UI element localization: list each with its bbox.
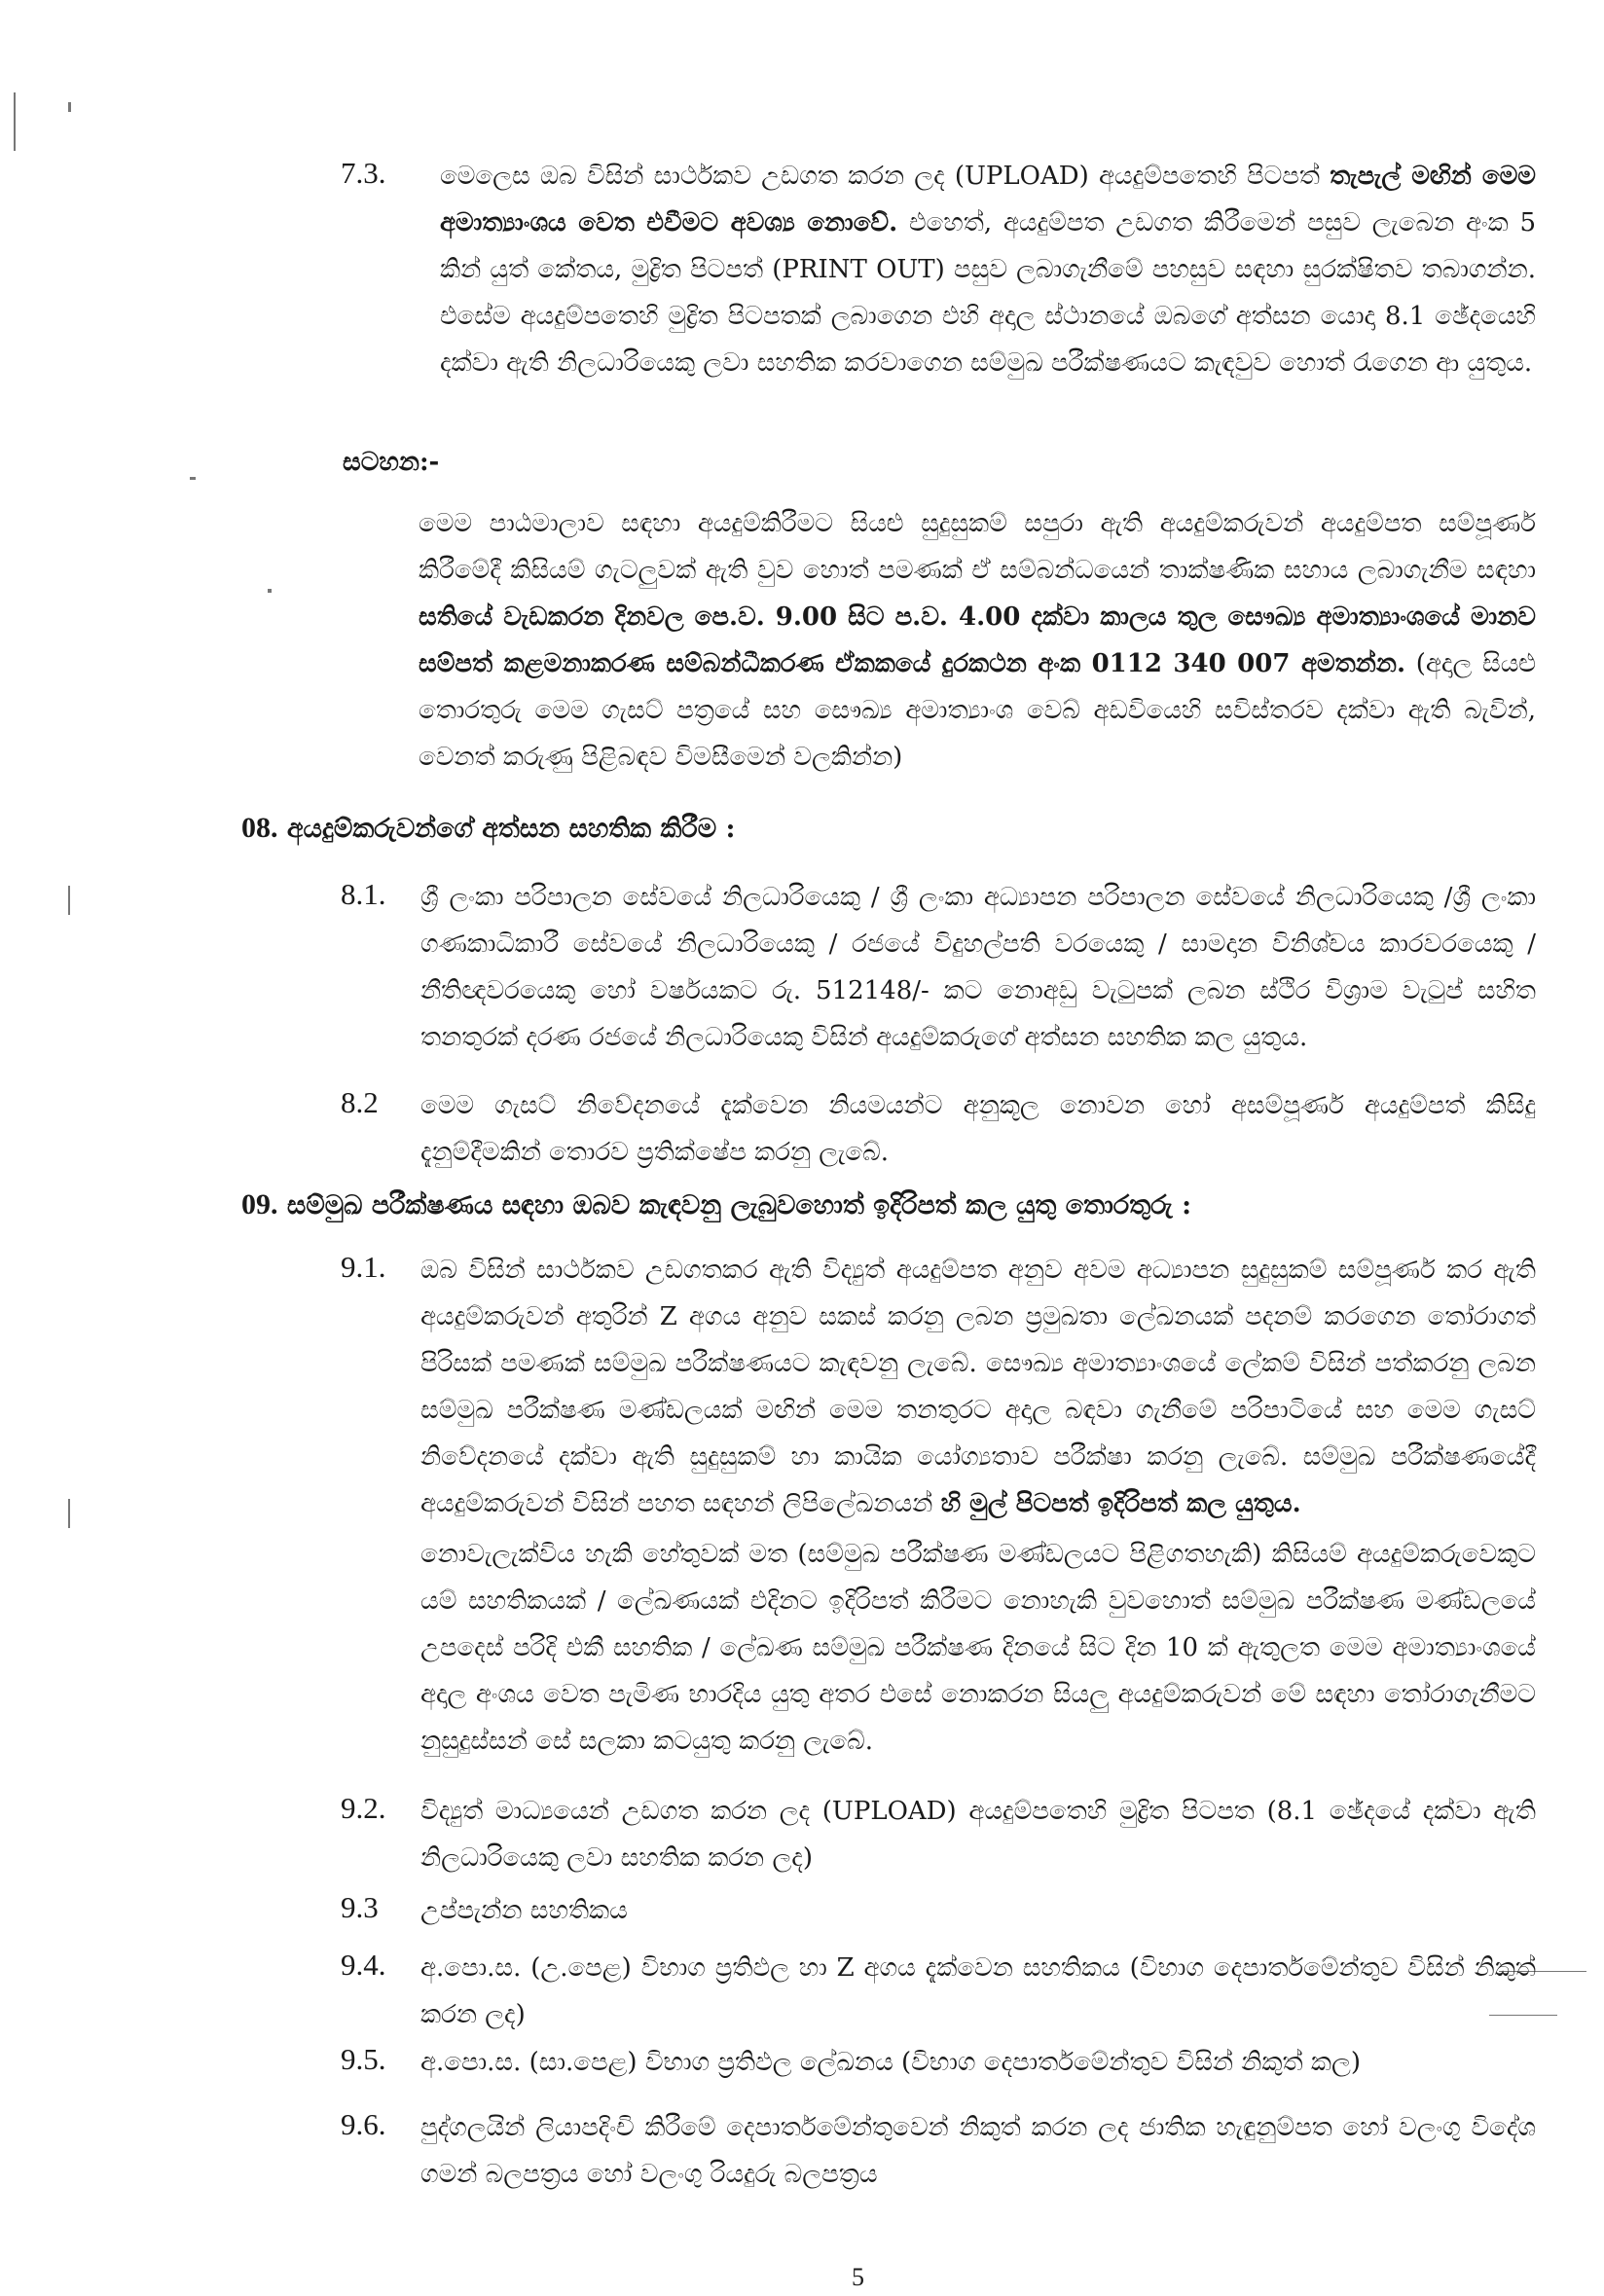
- note-label: සටහන:-: [343, 448, 440, 477]
- section-number-9-1: 9.1.: [341, 1250, 386, 1284]
- scan-mark: [268, 589, 272, 593]
- section-number-9-4: 9.4.: [341, 1948, 386, 1982]
- page-number: 5: [852, 2263, 864, 2291]
- section-8-1-text: ශ්‍රී ලංකා පරිපාලන සේවයේ නිලධාරියෙකු / ශ්‍රී ලංකා අධ්‍යාපන පරිපාලන සේවයේ නිලධාරියෙකු /ශ්‍රී ලංකා ගණකාධිකාරී සේවයේ නිලධාරියෙකු / රජයේ විදුහල්පති වරයෙකු / සාමදාන විනිශ්චය කාරවරයෙකු / නීතිඥවරයෙකු හෝ වර්ෂයකට රු. 512148/- කට නොඅඩු වැටුපක් ලබන ස්ථිර විශ්‍රාම වැටුප් සහිත තනතුරක් දරණ රජයේ නිලධාරියෙකු විසින් අයදුම්කරුගේ අත්සන සහතික කල යුතුය.: [420, 883, 1536, 1052]
- section-9-3-text: උප්පැන්න සහතිකය: [420, 1896, 628, 1925]
- section-7-3-text: [440, 153, 1536, 386]
- section-number-9-5: 9.5.: [341, 2042, 386, 2076]
- section-9-2-text: විද්‍යුත් මාධ්‍යයෙන් උඩගත කරන ලද (UPLOAD) අයදුම්පතෙහි මුද්‍රිත පිටපත (8.1 ඡේදයේ දක්වා ඇති නිලධාරියෙකු ලවා සහතික කරන ලද): [420, 1797, 1536, 1873]
- note-emphasis: සතියේ වැඩකරන දිනවල පෙ.ව. 9.00 සිට ප.ව. 4.00 දක්වා කාලය තුල සෞඛ්‍ය අමාත්‍යාංශයේ මානව සම්පත් කළමනාකරණ සම්බන්ධීකරණ ඒකකයේ දුරකථන අංක 0112 340 007 අමතන්න.: [419, 602, 1536, 678]
- scan-mark: [68, 102, 71, 112]
- section-number-9-2: 9.2.: [341, 1791, 386, 1825]
- note-text-part: මෙම පාඨමාලාව සඳහා අයදුම්කිරීමට සියළු සුදුසුකම් සපුරා ඇති අයදුම්කරුවන් අයදුම්පත සම්පූර්ණ කිරීමේදී කිසියම් ගැටලුවක් ඇති වුව හොත් පමණක් ඒ සම්බන්ධයෙන් තාක්ෂණික සහාය ලබාගැනීම සඳහා: [419, 509, 1536, 585]
- section-9-4-text: අ.පො.ස. (උ.පෙළ) විභාග ප්‍රතිඵල හා Z අගය දැක්වෙන සහතිකය (විභාග දෙපාර්තමේන්තුව විසින් නිකුත් කරන ලද): [420, 1953, 1536, 2029]
- scan-mark: [14, 92, 16, 151]
- note-text: [419, 500, 1536, 781]
- note-text-part: (අදාල සියළු තොරතුරු මෙම ගැසට් පත්‍රයේ සහ සෞඛ්‍ය අමාත්‍යාංශ වෙබ් අඩවියෙහි සවිස්තරව දක්වා ඇති බැවින්, වෙනත් කරුණු පිළිබඳව විමසීමෙන් වලකින්න): [419, 649, 1536, 772]
- section-7-3-emphasis: තැපැල් මඟින් මෙම අමාත්‍යාංශය වෙත එවීමට අවශ්‍ය නොවේ.: [440, 162, 1536, 237]
- section-number-9-6: 9.6.: [341, 2107, 386, 2141]
- section-9-1-paragraph-2: නොවැලැක්විය හැකි හේතුවක් මත (සම්මුඛ පරීක්ෂණ මණ්ඩලයට පිළිගතහැකි) කිසියම් අයදුම්කරුවෙකුට යම් සහතිකයක් / ලේඛණයක් එදිනට ඉදිරිපත් කිරීමට නොහැකි වුවහොත් සම්මුඛ පරීක්ෂණ මණ්ඩලයේ උපදෙස් පරිදි එකී සහතික / ලේඛණ සම්මුඛ පරීක්ෂණ දිනයේ සිට දින 10 ක් ඇතුලත මෙම අමාත්‍යාංශයේ අදාල අංශය වෙත පැමිණ භාරදිය යුතු අතර එසේ නොකරන සියලු අයදුම්කරුවන් මේ සඳහා තෝරාගැනීමට නුසුදුස්සන් සේ සලකා කටයුතු කරනු ලැබේ.: [420, 1540, 1536, 1756]
- section-9-1-emphasis: හි මුල් පිටපත් ඉදිරිපත් කල යුතුය.: [940, 1489, 1301, 1518]
- scan-mark: [190, 477, 196, 480]
- section-08-number: 08.: [241, 812, 278, 844]
- section-7-3-text-part: එහෙත්, අයදුම්පත උඩගත කිරීමෙන් පසුව ලැබෙන අංක 5 කින් යුත් කේතය, මුද්‍රිත පිටපත් (PRINT OUT) පසුව ලබාගැනීමේ පහසුව සඳහා සුරක්ෂිතව තබාගන්න. එසේම අයදුම්පතෙහි මුද්‍රිත පිටපතක් ලබාගෙන එහි අදාල ස්ථානයේ ඔබගේ අත්සන යොදා 8.1 ඡේදයෙහි දක්වා ඇති නිලධාරියෙකු ලවා සහතික කරවාගෙන සම්මුඛ පරීක්ෂණයට කැඳවුව හොත් රැගෙන ආ යුතුය.: [440, 208, 1536, 378]
- section-09-number: 09.: [241, 1188, 278, 1221]
- section-number-8-1: 8.1.: [341, 877, 386, 911]
- section-9-1-text: [420, 1247, 1536, 1527]
- scan-mark: [68, 1499, 70, 1528]
- section-08-heading: [241, 811, 736, 846]
- scan-mark: [68, 886, 70, 915]
- section-9-6-text: පුද්ගලයින් ලියාපදිංචි කිරීමේ දෙපාර්තමේන්තුවෙන් නිකුත් කරන ලද ජාතික හැඳුනුම්පත හෝ වලංගු විදේශ ගමන් බලපත්‍රය හෝ වලංගු රියදුරු බලපත්‍රය: [420, 2113, 1536, 2189]
- section-9-1-text-part: ඔබ විසින් සාර්ථකව උඩගතකර ඇති විද්‍යුත් අයදුම්පත අනුව අවම අධ්‍යාපන සුදුසුකම් සම්පූර්ණ කර ඇති අයදුම්කරුවන් අතුරින් Z අගය අනුව සකස් කරනු ලබන ප්‍රමුඛතා ලේඛනයක් පදනම් කරගෙන තෝරාගත් පිරිසක් පමණක් සම්මුඛ පරීක්ෂණයට කැඳවනු ලැබේ. සෞඛ්‍ය අමාත්‍යාංශයේ ලේකම් විසින් පත්කරනු ලබන සම්මුඛ පරීක්ෂණ මණ්ඩලයක් මඟින් මෙම තනතුරට අදාල බඳවා ගැනීමේ පරිපාටියේ සහ මෙම ගැසට් නිවේදනයේ දක්වා ඇති සුදුසුකම් හා කායික යෝග්‍යතාව පරීක්ෂා කරනු ලැබේ. සම්මුඛ පරීක්ෂණයේදී අයදුම්කරුවන් විසින් පහත සඳහන් ලිපිලේඛනයන්: [420, 1256, 1536, 1518]
- section-08-title: අයදුම්කරුවන්ගේ අත්සන සහතික කිරීම :: [277, 814, 736, 844]
- section-8-2-text: මෙම ගැසට් නිවේදනයේ දැක්වෙන නියමයන්ට අනුකූල නොවන හෝ අසම්පූර්ණ අයදුම්පත් කිසිදු දැනුම්දීමකින් තොරව ප්‍රතික්ෂේප කරනු ලැබේ.: [420, 1091, 1536, 1167]
- section-number-7-3: 7.3.: [341, 156, 386, 190]
- section-09-heading: [241, 1187, 1191, 1222]
- section-number-8-2: 8.2: [341, 1085, 379, 1119]
- section-09-title: සම්මුඛ පරීක්ෂණය සඳහා ඔබව කැඳවනු ලැබුවහොත් ඉදිරිපත් කල යුතු තොරතුරු :: [277, 1190, 1192, 1221]
- section-7-3-text-part: මෙලෙස ඔබ විසින් සාර්ථකව උඩගත කරන ලද (UPLOAD) අයදුම්පතෙහි පිටපත්: [440, 162, 1331, 191]
- section-number-9-3: 9.3: [341, 1890, 379, 1924]
- section-9-5-text: අ.පො.ස. (සා.පෙළ) විභාග ප්‍රතිඵල ලේඛනය (විභාග දෙපාර්තමේන්තුව විසින් නිකුත් කල): [420, 2048, 1362, 2077]
